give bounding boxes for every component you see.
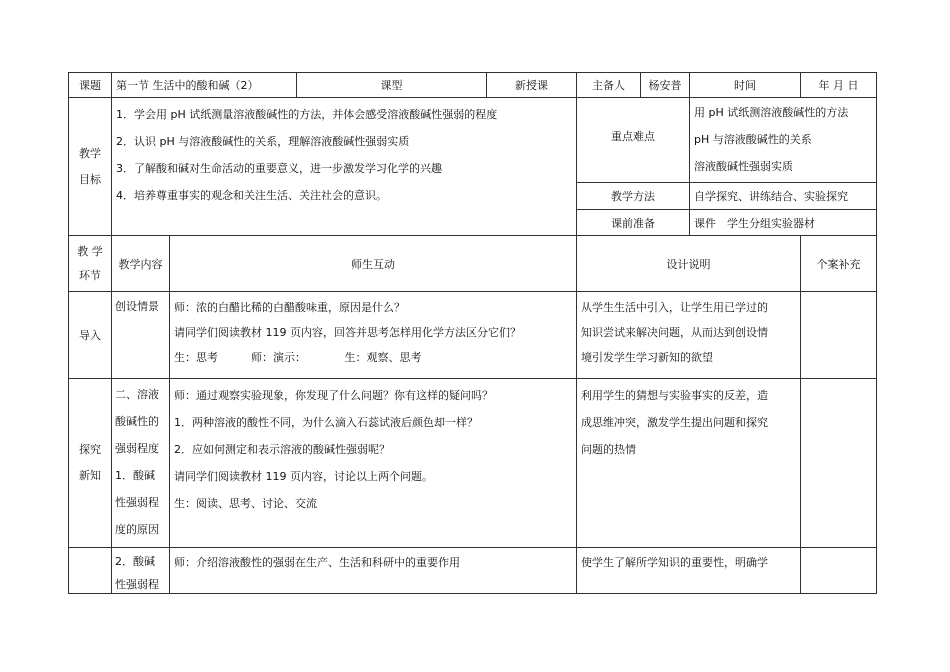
goal-item: 2．认识 pH 与溶液酸碱性的关系，理解溶液酸碱性强弱实质: [116, 135, 410, 148]
type-value: 新授课: [486, 72, 577, 98]
prep-value: 课件 学生分组实验器材: [689, 209, 877, 236]
row-intro-content: 创设情景: [111, 291, 170, 379]
prep-label: 课前准备: [576, 209, 690, 236]
col-content-header: 教学内容: [111, 235, 170, 292]
key-point-item: pH 与溶液酸碱性的关系: [694, 133, 812, 146]
col-design-header: 设计说明: [576, 235, 801, 292]
key-point-item: 用 pH 试纸测溶液酸碱性的方法: [694, 106, 849, 119]
goal-item: 4．培养尊重事实的观念和关注生活、关注社会的意识。: [116, 189, 387, 202]
subject-value: 第一节 生活中的酸和碱（2）: [111, 72, 297, 98]
goals-label: [68, 97, 112, 236]
row-intro-design: 从学生生活中引入，让学生用已学过的 知识尝试来解决问题，从而达到创设情 境引发学生学习新知的欲望: [576, 291, 801, 379]
col-interaction-header: 师生互动: [169, 235, 577, 292]
row-cont-supplement: [800, 547, 877, 594]
row-intro-supplement: [800, 291, 877, 379]
goal-item: 3．了解酸和碱对生命活动的重要意义，进一步激发学习化学的兴趣: [116, 162, 442, 175]
method-label: 教学方法: [576, 182, 690, 210]
row-intro-interaction: 师：浓的白醋比稀的白醋酸味重，原因是什么？ 请同学们阅读教材 119 页内容，回答并思考怎样用化学方法区分它们？ 生：思考 师：演示： 生：观察、思考: [169, 291, 577, 379]
key-point-item: 溶液酸碱性强弱实质: [694, 160, 793, 173]
row-explore-content: 二、溶液 酸碱性的 强弱程度 1．酸碱 性强弱程 度的原因: [111, 378, 170, 548]
row-explore-stage: 探究 新知: [68, 378, 112, 548]
col-stage-header: 教 学 环节: [68, 235, 112, 292]
type-label: 课型: [296, 72, 487, 98]
row-explore-supplement: [800, 378, 877, 548]
goals-list: [111, 97, 577, 236]
row-cont-content: 2．酸碱 性强弱程: [111, 547, 170, 594]
goals-label-line2: 目标: [79, 172, 101, 186]
col-supplement-header: 个案补充: [800, 235, 877, 292]
time-label: 时间: [689, 72, 801, 98]
row-cont-stage: [68, 547, 112, 594]
row-cont-design: 使学生了解所学知识的重要性，明确学: [576, 547, 801, 594]
row-intro-stage: 导入: [68, 291, 112, 379]
row-cont-interaction: 师：介绍溶液酸性的强弱在生产、生活和科研中的重要作用: [169, 547, 577, 594]
subject-label: 课题: [68, 72, 112, 98]
goal-item: 1．学会用 pH 试纸测量溶液酸碱性的方法，并体会感受溶液酸碱性强弱的程度: [116, 108, 498, 121]
preparer-value: 杨安普: [640, 72, 690, 98]
row-explore-design: 利用学生的猜想与实验事实的反差，造 成思维冲突，激发学生提出问题和探究 问题的热情: [576, 378, 801, 548]
key-label: 重点难点: [576, 97, 690, 183]
key-points: [689, 97, 877, 183]
row-explore-interaction: 师：通过观察实验现象，你发现了什么问题？你有这样的疑问吗？ 1．两种溶液的酸性不同，为什么滴入石蕊试液后颜色却一样？ 2．应如何测定和表示溶液的酸碱性强弱呢？ 请同学们阅读教材 119 页内容，讨论以上两个问题。 生：阅读、思考、讨论、交流: [169, 378, 577, 548]
time-value: 年 月 日: [800, 72, 877, 98]
method-value: 自学探究、讲练结合、实验探究: [689, 182, 877, 210]
preparer-label: 主备人: [576, 72, 641, 98]
goals-label-line1: 教学: [79, 146, 101, 160]
